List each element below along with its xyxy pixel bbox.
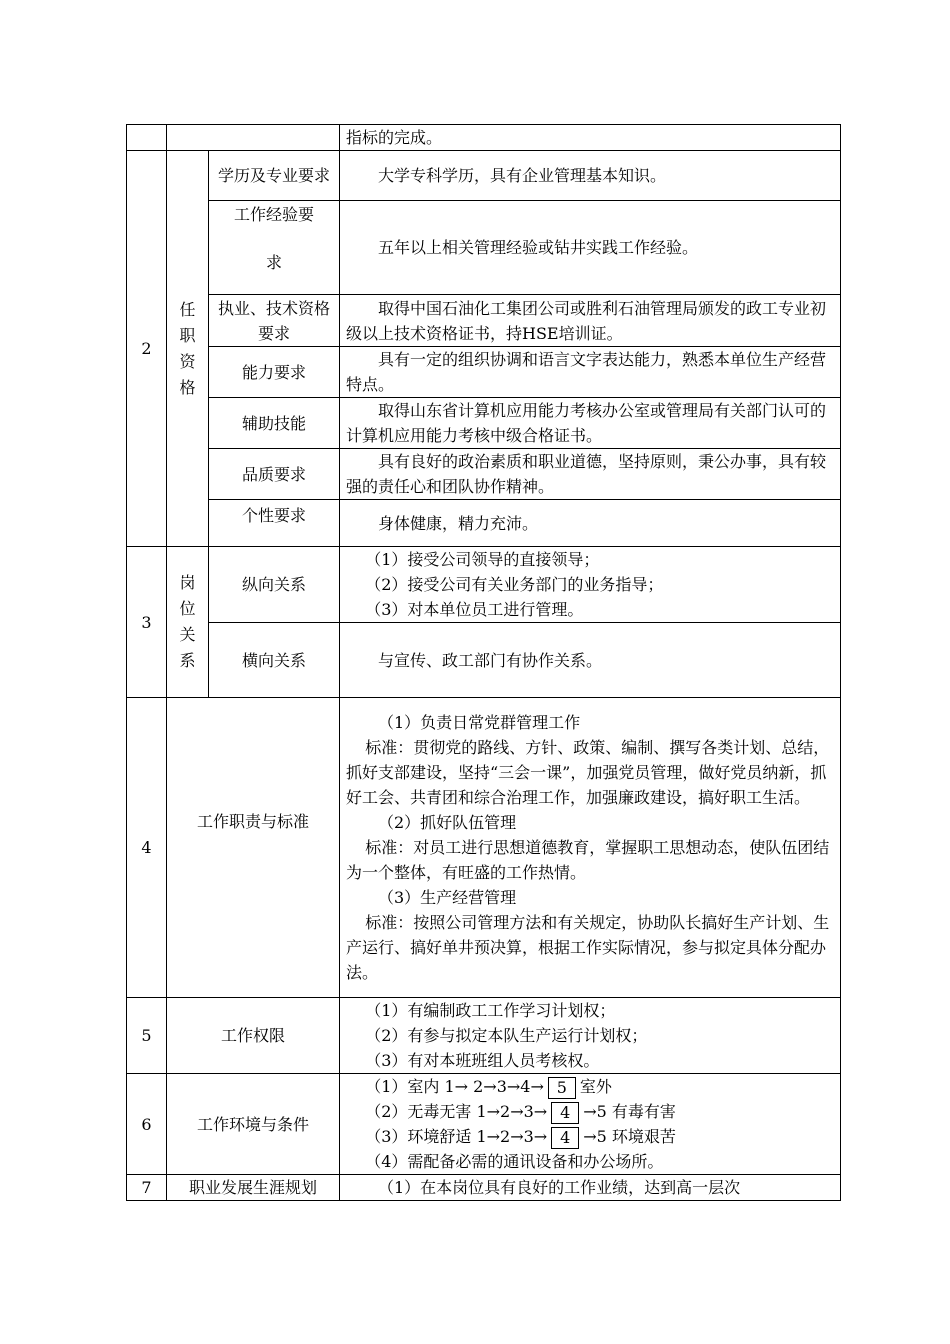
authority-row	[127, 998, 841, 1074]
authority-text: （1）有编制政工工作学习计划权； （2）有参与拟定本队生产运行计划权； （3）有对本班班组人员考核权。	[340, 998, 841, 1074]
environment-text	[340, 1074, 841, 1175]
duty-heading-3: （3）生产经营管理	[378, 888, 517, 907]
vertical-relation-label: 纵向关系	[209, 547, 340, 623]
duty-standard-1: 标准：贯彻党的路线、方针、政策、编制、撰写各类计划、总结，抓好支部建设，坚持“三会一课”，加强党员管理，做好党员纳新，抓好工会、共青团和综合治理工作，加强廉政建设，搞好职工生活。	[346, 738, 830, 807]
skills-label: 辅助技能	[209, 398, 340, 449]
personality-label: 个性要求	[209, 500, 340, 547]
skills-text: 取得山东省计算机应用能力考核办公室或管理局有关部门认可的计算机应用能力考核中级合格证书。	[340, 398, 841, 449]
job-description-table	[126, 124, 841, 1201]
horizontal-relation-text: 与宣传、政工部门有协作关系。	[340, 623, 841, 698]
education-text: 大学专科学历，具有企业管理基本知识。	[340, 151, 841, 201]
duty-heading-2: （2）抓好队伍管理	[378, 813, 517, 832]
qualification-section-label: 任 职 资 格	[167, 151, 209, 547]
qualification-row-education	[127, 151, 841, 201]
career-label: 职业发展生涯规划	[167, 1175, 340, 1201]
relation-row-vertical	[127, 547, 841, 623]
label-cell	[167, 125, 340, 151]
duties-text	[340, 698, 841, 998]
comfort-rating-box: 4	[551, 1127, 579, 1149]
continuation-row	[127, 125, 841, 151]
career-row	[127, 1175, 841, 1201]
personality-text: 身体健康，精力充沛。	[340, 500, 841, 547]
quality-label: 品质要求	[209, 449, 340, 500]
qualification-row-quality	[127, 449, 841, 500]
continuation-text: 指标的完成。	[340, 125, 841, 151]
environment-row	[127, 1074, 841, 1175]
row-number: 3	[127, 547, 167, 698]
qualification-row-experience	[127, 201, 841, 295]
ability-label: 能力要求	[209, 347, 340, 398]
qualification-row-ability	[127, 347, 841, 398]
experience-label: 工作经验要 求	[209, 201, 340, 295]
qualification-row-personality	[127, 500, 841, 547]
relation-row-horizontal	[127, 623, 841, 698]
duty-standard-2: 标准：对员工进行思想道德教育，掌握职工思想动态，使队伍团结为一个整体，有旺盛的工作热情。	[346, 838, 830, 882]
row-number: 2	[127, 151, 167, 547]
qualification-row-skills	[127, 398, 841, 449]
environment-comfort-line: （3）环境舒适 1→2→3→ 4 →5 环境艰苦	[365, 1127, 676, 1147]
environment-equipment-line: （4）需配备必需的通讯设备和办公场所。	[365, 1152, 664, 1171]
row-number: 4	[127, 698, 167, 998]
experience-text: 五年以上相关管理经验或钻井实践工作经验。	[340, 201, 841, 295]
environment-indoor-line: （1）室内 1→ 2→3→4→ 5 室外	[365, 1077, 612, 1097]
row-number: 7	[127, 1175, 167, 1201]
duty-standard-3: 标准：按照公司管理方法和有关规定，协助队长搞好生产计划、生产运行、搞好单井预决算，根据工作实际情况，参与拟定具体分配办法。	[346, 913, 830, 982]
number-cell	[127, 125, 167, 151]
duty-heading-1: （1）负责日常党群管理工作	[378, 713, 581, 732]
environment-toxic-line: （2）无毒无害 1→2→3→ 4 →5 有毒有害	[365, 1102, 676, 1122]
horizontal-relation-label: 横向关系	[209, 623, 340, 698]
duties-label: 工作职责与标准	[167, 698, 340, 998]
authority-label: 工作权限	[167, 998, 340, 1074]
row-number: 6	[127, 1074, 167, 1175]
duties-row	[127, 698, 841, 998]
relation-section-label: 岗 位 关 系	[167, 547, 209, 698]
environment-label: 工作环境与条件	[167, 1074, 340, 1175]
education-label: 学历及专业要求	[209, 151, 340, 201]
vertical-relation-text: （1）接受公司领导的直接领导； （2）接受公司有关业务部门的业务指导； （3）对本单位员工进行管理。	[340, 547, 841, 623]
row-number: 5	[127, 998, 167, 1074]
qualification-row-license	[127, 295, 841, 347]
quality-text: 具有良好的政治素质和职业道德，坚持原则，秉公办事，具有较强的责任心和团队协作精神。	[340, 449, 841, 500]
license-label: 执业、技术资格要求	[209, 295, 340, 347]
career-text: （1）在本岗位具有良好的工作业绩，达到高一层次	[340, 1175, 841, 1201]
ability-text: 具有一定的组织协调和语言文字表达能力，熟悉本单位生产经营特点。	[340, 347, 841, 398]
indoor-rating-box: 5	[548, 1077, 576, 1099]
license-text: 取得中国石油化工集团公司或胜利石油管理局颁发的政工专业初级以上技术资格证书，持HSE培训证。	[340, 295, 841, 347]
toxic-rating-box: 4	[551, 1102, 579, 1124]
